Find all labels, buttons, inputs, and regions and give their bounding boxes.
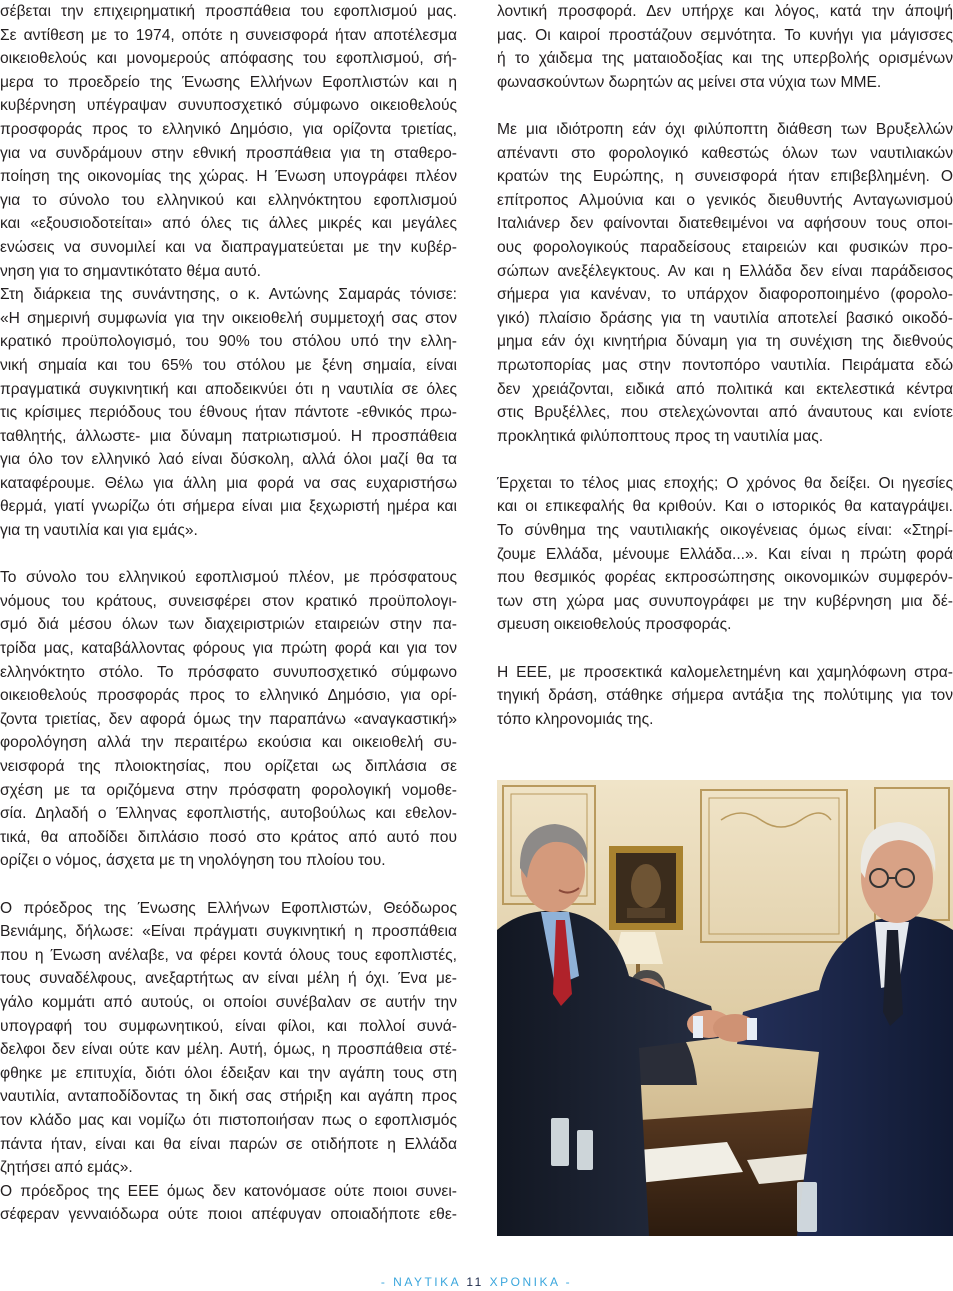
text-line: για όλο τον ελληνικό λαό είναι δύσκολη, αλλά όλοι μαζί θα τα	[0, 451, 457, 469]
paragraph	[0, 1180, 457, 1227]
text-line: νεισφορά της πλοιοκτησίας, που ορίζεται ως διπλάσια σε	[0, 758, 457, 775]
text-line: σμό διά μέσου όλων των διαχειριστριών εταιρειών στην πα-	[0, 616, 457, 634]
text-line: απέναντι στο φορολογικό καθεστώς όλων των ναυτιλιακών	[497, 144, 953, 162]
text-line: τις κρίσιμες περιόδους του έθνους ήταν πάντοτε -εθνικός πρω-	[0, 404, 457, 422]
text-line: φορολόγηση αλλά την περαιτέρω εκούσια και οικειοθελή συ-	[0, 734, 457, 752]
text-line: τηγική δράση, στάθηκε σήμερα αντάξια της πολύτιμης για τον	[497, 687, 953, 705]
paragraph	[0, 566, 457, 873]
photo-illustration	[497, 780, 953, 1236]
article-column-right	[497, 0, 953, 731]
text-section	[497, 118, 953, 448]
text-section	[497, 472, 953, 637]
text-line: στις Βρυξέλλες, που στελεχώνονται από άναυτους και ενίοτε	[497, 404, 953, 422]
handshake-photo	[497, 780, 953, 1236]
text-line: μημα εάν όχι κινητήρια δύναμη για τη συνέχιση της διεθνούς	[497, 333, 953, 351]
text-line: δεν χρειάζονται, ειδικά από πολιτικά και εκτελεστικά κέντρα	[497, 380, 953, 398]
paragraph	[497, 661, 953, 732]
paragraph	[497, 472, 953, 637]
text-line: προσφοράς προς το ελληνικό Δημόσιο, για ορίζοντα τριετίας,	[0, 120, 457, 138]
text-line: προκλητικά φιλύποπτους προς τη ναυτιλία μας.	[497, 427, 824, 445]
text-line: πραγματικά συγκινητική και αποδεικνύει ότι η ναυτιλία σε όλες	[0, 380, 457, 398]
text-section	[0, 0, 457, 543]
paragraph	[0, 0, 457, 283]
text-section	[0, 897, 457, 1227]
text-line: υπογραφή του συμφωνητικού, είναι φίλοι, και πολλοί συνά-	[0, 1017, 457, 1035]
text-line: ζοντα τριετίας, δεν αφορά όμως την παραπάνω «αναγκαστική»	[0, 710, 457, 728]
text-line: πρωτοπορίας μας στην ποντοπόρο ναυτιλία. Πειράματα εδώ	[497, 356, 953, 374]
text-line: νική σημαία και του 65% του στόλου με ξένη σημαία, είναι	[0, 356, 457, 374]
footer-dash-left: -	[380, 1275, 388, 1289]
text-line: ους φορολογικούς παραδείσους εταιρειών και φυσικών προ-	[497, 238, 953, 256]
text-line: φθηκε με επιτυχία, διότι όλοι έδειξαν και την αγάπη τους στη	[0, 1064, 457, 1082]
text-line: ζουμε Ελλάδα, μένουμε Ελλάδα...». Και είναι η πρώτη φορά	[497, 545, 953, 563]
text-line: δελφοι δεν είναι ούτε καν μέλη. Αυτή, όμως, η προσπάθεια στέ-	[0, 1041, 457, 1059]
text-line: τρίδα μας, καταβάλλοντας φόρους για πρώτη φορά και για τον	[0, 640, 457, 658]
text-line: Βενιάμης, δήλωσε: «Είναι πράγματι συγκινητική η προσπάθεια	[0, 923, 457, 941]
text-line: ή το χάιδεμα της ματαιοδοξίας και της υπερβολής ορισμένων	[497, 50, 953, 68]
text-line: και οι επικεφαλής θα κριθούν. Και ο ιστορικός θα καταγράψει.	[497, 498, 953, 516]
text-line: κυβέρνηση υπέγραψαν συνυποσχετικό σύμφωνο οικειοθελούς	[0, 97, 457, 115]
text-line: Η ΕΕΕ, με προσεκτικά καλομελετημένη και χαμηλόφωνη στρα-	[497, 663, 953, 681]
footer-dash-right: -	[565, 1275, 573, 1289]
text-line: σία. Δηλαδή ο Έλληνας εφοπλιστής, αυτοβούλως και εθελον-	[0, 805, 457, 823]
text-line: μερα το προεδρείο της Ένωσης Ελλήνων Εφοπλιστών και η	[0, 73, 457, 91]
text-line: για να συνδράμουν στην εθνική προσπάθεια για τη σταθερο-	[0, 144, 457, 162]
text-line: σχέση με τα οριζόμενα στην πρόσφατη φορολογική νομοθε-	[0, 781, 457, 799]
text-line: σήμερα για κανέναν, το υπάρχον διαφοροποιημένο (φορολο-	[497, 286, 953, 304]
text-line: οικειοθελούς και μονομερούς απόφασης του εφοπλισμού, σή-	[0, 50, 457, 68]
text-line: σμευση οικειοθελούς προσφοράς.	[497, 616, 732, 634]
text-line: Ο πρόεδρος της Ένωσης Ελλήνων Εφοπλιστών, Θεόδωρος	[0, 899, 457, 917]
text-line: τόπο κληρονομιάς της.	[497, 710, 654, 728]
paragraph	[497, 118, 953, 448]
text-line: γικό) πλαίσιο δράσης για τη ναυτιλία αποτελεί βασικό οικοδό-	[497, 309, 953, 327]
text-line: Ιταλιάνερ δεν φαίνονται διατεθειμένοι να αφήσουν τους οποι-	[497, 215, 953, 233]
text-line: τον κλάδο μας και νομίζω ότι πιστοποιήσαν πως ο εφοπλισμός	[0, 1111, 457, 1129]
text-line: θερμά, γιατί γνωρίζω ότι σήμερα είναι μια ξεχωριστή ημέρα και	[0, 498, 457, 516]
text-line: καταφέρουμε. Θέλω για άλλη μια φορά να σας ευχαριστήσω	[0, 474, 457, 492]
text-line: Το σύνολο του ελληνικού εφοπλισμού πλέον, με πρόσφατους	[0, 569, 457, 587]
text-line: σέβεται την επιχειρηματική προσπάθεια του εφοπλισμού μας.	[0, 3, 457, 20]
text-line: «Η σημερινή συμφωνία για την οικειοθελή συμμετοχή σας στον	[0, 309, 457, 327]
text-line: που θεσμικός φορέας εκπροσώπησης οικονομικών συμφερόν-	[497, 569, 953, 587]
text-line: φωνασκούντων δωρητών ας μείνει στα νύχια των ΜΜΕ.	[497, 73, 882, 91]
text-line: Ο πρόεδρος της ΕΕΕ όμως δεν κατονόμασε ούτε ποιοι συνει-	[0, 1182, 457, 1200]
page-footer	[0, 1274, 953, 1290]
paragraph	[0, 283, 457, 543]
text-line: πάντα ήταν, είναι και θα είναι παρών σε οτιδήποτε η Ελλάδα	[0, 1135, 457, 1153]
text-section	[497, 0, 953, 94]
text-line: κρατικό προϋπολογισμό, του 90% του στόλου υπό την ελλη-	[0, 333, 457, 351]
text-line: Με μια ιδιότροπη εάν όχι φιλύποπτη διάθεση των Βρυξελλών	[497, 120, 953, 138]
text-line: τικά, θα αποδίδει διπλάσιο ποσό στο κράτος από αυτό που	[0, 828, 457, 846]
text-line: νόμους του κράτους, συνεισφέρει στον κρατικό προϋπολογι-	[0, 592, 457, 610]
text-line: μας. Οι καιροί προστάζουν σεμνότητα. Το κυνήγι για μάγισσες	[497, 26, 953, 44]
text-line: επίτροπος Αλμούνια και ο γενικός διευθυντής Ανταγωνισμού	[497, 191, 953, 209]
text-line: για το σύνολο του ελληνικού και ελληνόκτητου εφοπλισμού	[0, 191, 457, 209]
text-section	[497, 661, 953, 732]
text-line: σέφεραν γενναιόδωρα ούτε ποιοι απέφυγαν οποιαδήποτε εθε-	[0, 1206, 457, 1224]
text-line: Σε αντίθεση με το 1974, οπότε η συνεισφορά ήταν αποτέλεσμα	[0, 26, 457, 44]
text-line: των στη χώρα μας συνυπογράφει με την κυβέρνηση μια δέ-	[497, 592, 953, 610]
text-line: λοντική προσφορά. Δεν υπήρχε και λόγος, κατά την άποψή	[497, 3, 953, 20]
text-line: οικειοθελούς προσφοράς προς το ελληνικό Δημόσιο, για ορί-	[0, 687, 457, 705]
text-line: ταθλητής, άλλωστε- μια δύναμη πατριωτισμού. Η προσπάθεια	[0, 427, 457, 445]
paragraph	[0, 897, 457, 1180]
text-line: τους συναδέλφους, ανεξαρτήτως αν είναι μέλη ή όχι. Ένα με-	[0, 970, 457, 988]
paragraph	[497, 0, 953, 94]
text-line: ενώσεις να συνομιλεί και να διαπραγματεύεται με την κυβέρ-	[0, 238, 457, 256]
text-line: ελληνόκτητο στόλο. Το πρόσφατο συνυποσχετικό σύμφωνο	[0, 663, 457, 681]
text-line: Στη διάρκεια της συνάντησης, ο κ. Αντώνης Σαμαράς τόνισε:	[0, 286, 457, 304]
article-column-left	[0, 0, 457, 1227]
text-line: ποίηση της οικονομίας της χώρας. Η Ένωση υπογράφει πλέον	[0, 168, 457, 186]
text-line: για τη ναυτιλία και για εμάς».	[0, 522, 198, 540]
text-line: ναυτιλία, ανταποδίδοντας τη δική σας στήριξη και αγάπη προς	[0, 1088, 457, 1106]
text-line: ορίζει ο νόμος, άσχετα με τη νηολόγηση του πλοίου του.	[0, 852, 386, 870]
text-line: ζητήσει από εμάς».	[0, 1159, 133, 1177]
text-line: και «εξουσιοδοτείται» από όλες τις άλλες μικρές και μεγάλες	[0, 215, 457, 233]
text-line: γάλο κομμάτι από αυτούς, οι οποίοι συνέβαλαν σε αυτήν την	[0, 993, 457, 1011]
text-section	[0, 566, 457, 873]
text-line: Έρχεται το τέλος μιας εποχής; Ο χρόνος θα δείξει. Οι ηγεσίες	[497, 474, 953, 492]
page-number: 11	[466, 1275, 484, 1289]
painting	[609, 846, 683, 930]
text-line: κρατών της Ευρώπης, η συνεισφορά ήταν επιβεβλημένη. Ο	[497, 168, 953, 186]
text-line: νηση για το σημαντικότατο θέμα αυτό.	[0, 262, 261, 280]
text-line: που η Ένωση ανέλαβε, να φέρει κοντά όλους τους εφοπλιστές,	[0, 946, 457, 964]
footer-magazine-name-part2: ΧΡΟΝΙΚΑ	[489, 1275, 560, 1289]
footer-magazine-name-part1: ΝΑΥΤΙΚΑ	[393, 1275, 461, 1289]
text-line: Το σύνθημα της ναυτιλιακής οικογένειας όμως είναι: «Στηρί-	[497, 522, 953, 540]
text-line: σώπων ανεξέλεγκτους. Αν και η Ελλάδα δεν είναι παράδεισος	[497, 262, 953, 280]
